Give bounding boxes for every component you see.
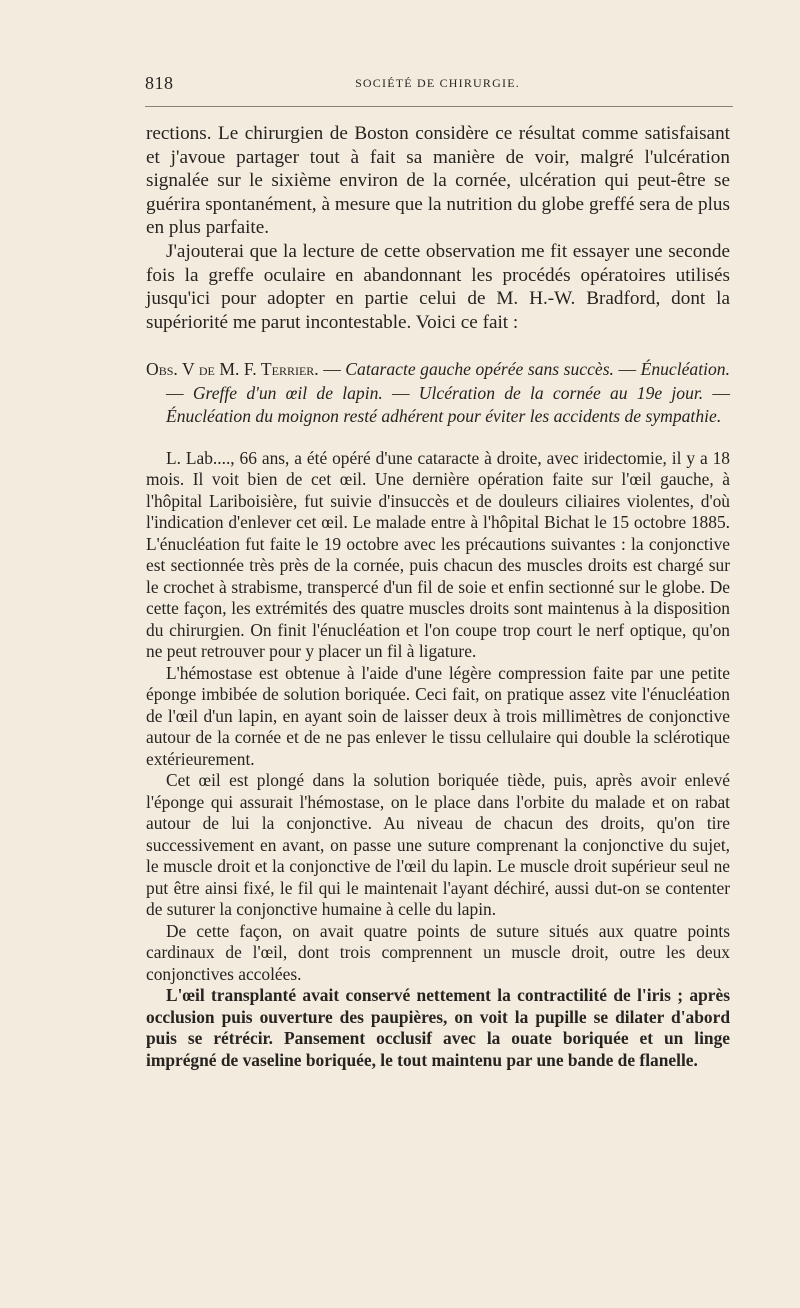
- case-paragraph: Cet œil est plongé dans la solution boriquée tiède, puis, après avoir enlevé l'éponge qui assurait l'hémostase, on le place dans l'orbite du malade et on rabat autour de lui la conjonctive. Au niveau de chacun des droits, qu'on tire successivement en avant, on passe une suture comprenant la conjonctive du sujet, le muscle droit et la conjonctive de l'œil du lapin. Le muscle droit supérieur seul ne put être ainsi fixé, le fil qui le maintenait l'ayant déchiré, aussi dut-on se contenter de suturer la conjonctive humaine à celle du lapin.: [146, 770, 730, 920]
- header-rule: [145, 106, 733, 107]
- case-section: [146, 448, 730, 1072]
- running-head: [145, 73, 730, 103]
- dash-separator: —: [613, 359, 641, 380]
- dash-separator: —: [382, 382, 419, 403]
- case-paragraph: L. Lab...., 66 ans, a été opéré d'une cataracte à droite, avec iridectomie, il y a 18 mois. Il voit bien de cet œil. Une dernière opération faite sur l'œil gauche, à l'hôpital Lariboisière, fut suivie d'insuccès et de douleurs ciliaires violentes, d'où l'indication d'enlever cet œil. Le malade entre à l'hôpital Bichat le 15 octobre 1885. L'énucléation fut faite le 19 octobre avec les précautions suivantes : la conjonctive est sectionnée très près de la cornée, puis chacun des muscles droits est chargé sur le crochet à strabisme, transpercé d'un fil de soie et enfin sectionné sur le globe. De cette façon, les extrémités des quatre muscles droits sont maintenus à la disposition du chirurgien. On finit l'énucléation et l'on coupe trop court le nerf optique, qu'on ne peut retrouver pour y placer un fil à ligature.: [146, 447, 730, 662]
- page-body: [146, 122, 730, 1071]
- dash-separator: —: [166, 382, 193, 403]
- observation-title-part: Ulcération de la cornée au 19e jour.: [418, 382, 704, 403]
- observation-title-part: Greffe d'un œil de lapin.: [192, 382, 383, 403]
- case-paragraph: De cette façon, on avait quatre points de suture situés aux quatre points cardinaux de l'œil, dont trois comprennent un muscle droit, outre les deux conjonctives accolées.: [146, 920, 730, 984]
- page-number: 818: [145, 73, 174, 93]
- case-paragraph: L'hémostase est obtenue à l'aide d'une légère compression faite par une petite éponge imbibée de solution boriquée. Ceci fait, on pratique assez vite l'énucléation de l'œil d'un lapin, en ayant soin de laisser deux à trois millimètres de conjonctive autour de la cornée et de ne pas enlever le tissu cellulaire qui double la sclérotique extérieurement.: [146, 662, 730, 769]
- running-title: SOCIÉTÉ DE CHIRURGIE.: [355, 76, 520, 90]
- dash-separator: —: [703, 382, 731, 403]
- case-paragraph: L'œil transplanté avait conservé nettement la contractilité de l'iris ; après occlusion puis ouverture des paupières, on voit la pupille se dilater d'abord puis se rétrécir. Pansement occlusif avec la ouate boriquée et un linge imprégné de vaseline boriquée, le tout maintenu par une bande de flanelle.: [146, 985, 730, 1070]
- observation-title-part: Cataracte gauche opérée sans succès.: [345, 359, 614, 380]
- observation-heading: [146, 358, 730, 428]
- intro-section: [146, 122, 730, 334]
- observation-title-part: Énucléation du moignon resté adhérent pour éviter les accidents de sympathie.: [166, 405, 722, 426]
- intro-paragraph: J'ajouterai que la lecture de cette observation me fit essayer une seconde fois la greffe oculaire en abandonnant les procédés opératoires utilisés jusqu'ici pour adopter en partie celui de M. H.-W. Bradford, dont la supériorité me parut incontestable. Voici ce fait :: [146, 240, 730, 333]
- intro-paragraph: rections. Le chirurgien de Boston considère ce résultat comme satisfaisant et j'avoue partager tout à fait sa manière de voir, malgré l'ulcération signalée sur le sixième environ de la cornée, ulcération qui peut-être se guérira spontanément, à mesure que la nutrition du globe greffé sera de plus en plus parfaite.: [146, 123, 730, 239]
- observation-title-part: Énucléation.: [640, 359, 730, 380]
- observation-label: Obs. V de M. F. Terrier.: [146, 359, 319, 380]
- dash-separator: —: [318, 359, 346, 380]
